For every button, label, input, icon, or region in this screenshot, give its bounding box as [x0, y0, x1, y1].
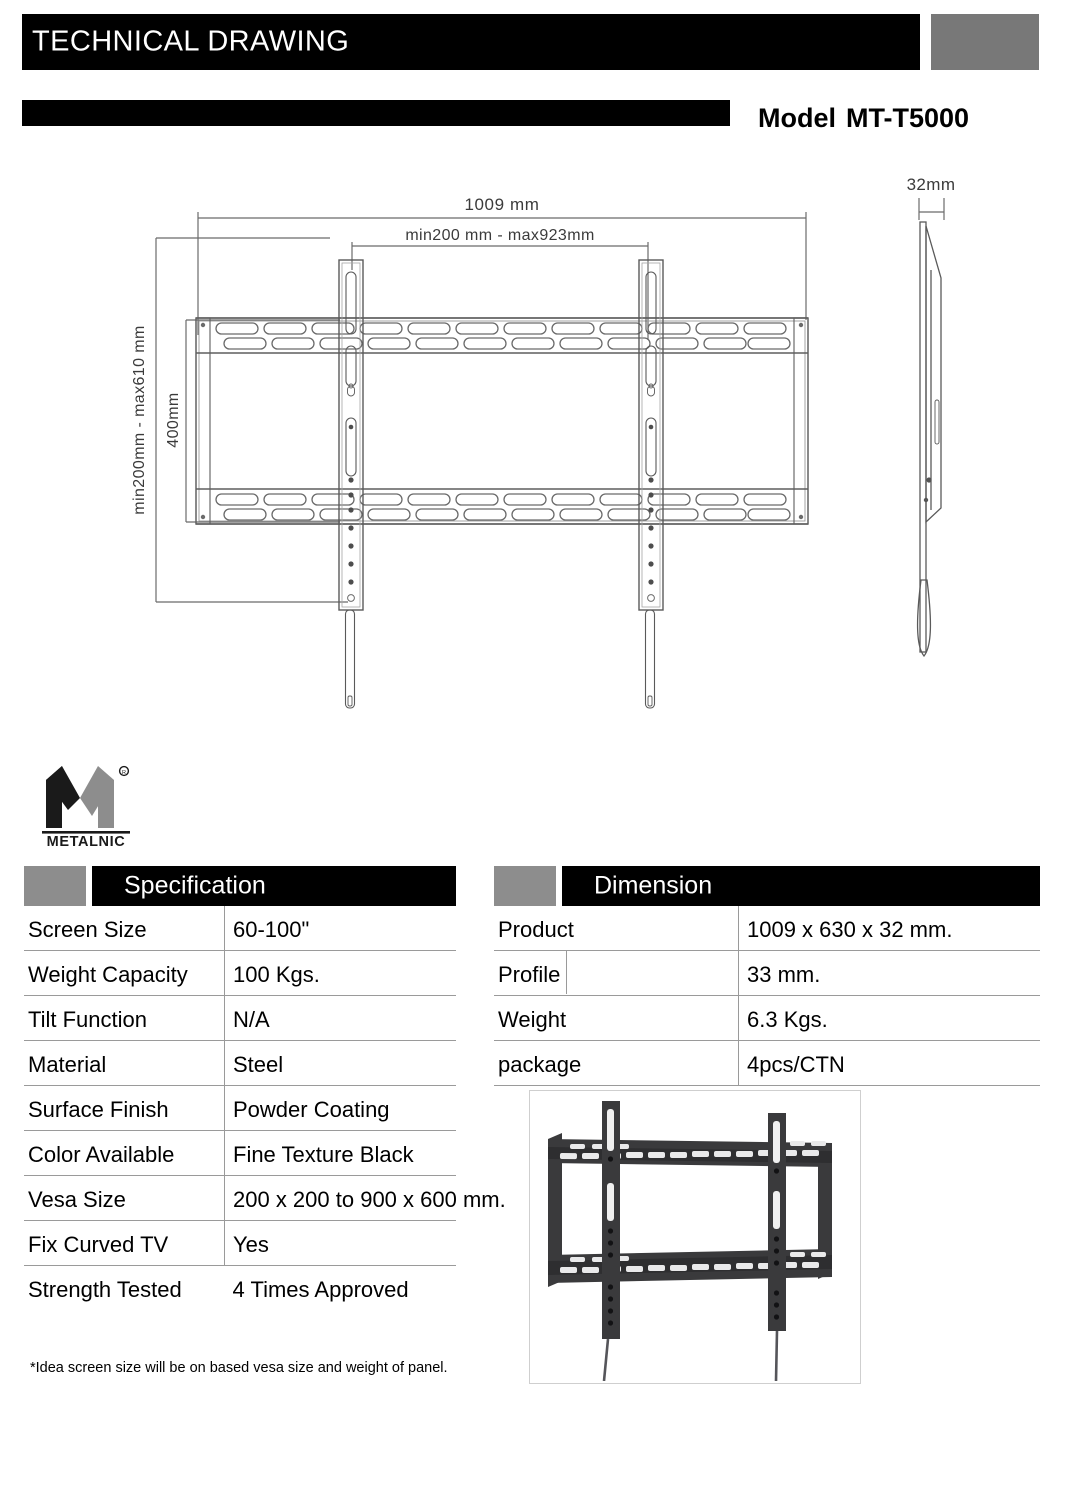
header-accent-block — [931, 14, 1039, 70]
specification-header-swatch — [24, 866, 86, 906]
svg-text:400mm: 400mm — [165, 392, 182, 448]
row-value-text: 60-100" — [233, 917, 310, 942]
row-key: Weight — [494, 996, 739, 1041]
row-key: Material — [24, 1041, 225, 1086]
footnote-text: *Idea screen size will be on based vesa size and weight of panel. — [30, 1360, 448, 1376]
specification-table — [24, 906, 506, 1310]
table-row — [494, 996, 1040, 1041]
row-value — [225, 1131, 457, 1176]
dimension-table-body — [494, 906, 1040, 1086]
row-value — [225, 996, 457, 1041]
subtitle-rule-bar — [22, 100, 730, 126]
table-row — [494, 951, 1040, 996]
row-value-text: 6.3 Kgs. — [747, 1007, 828, 1032]
table-row — [494, 1041, 1040, 1086]
table-row — [24, 1086, 456, 1131]
row-value-text: Yes — [233, 1232, 269, 1257]
page-title: TECHNICAL DRAWING — [32, 25, 350, 58]
dimension-table — [494, 906, 1040, 1086]
dimension-table-header — [494, 866, 1040, 906]
row-value — [225, 1221, 457, 1266]
row-key: Surface Finish — [24, 1086, 225, 1131]
svg-text:R: R — [122, 770, 126, 776]
row-value — [225, 951, 457, 996]
model-label — [758, 103, 969, 134]
svg-text:min200 mm - max923mm: min200 mm - max923mm — [405, 227, 595, 244]
product-photo — [529, 1090, 861, 1384]
dimension-heading: Dimension — [594, 871, 713, 900]
row-value — [225, 906, 457, 951]
table-row — [24, 1041, 456, 1086]
row-value-text: 4pcs/CTN — [747, 1052, 845, 1077]
row-key: Tilt Function — [24, 996, 225, 1041]
row-value-text: Fine Texture Black — [233, 1142, 414, 1167]
specification-table-header — [24, 866, 456, 906]
row-value — [225, 1176, 506, 1221]
table-row — [24, 1131, 456, 1176]
svg-text:32mm: 32mm — [906, 175, 956, 194]
row-key: Fix Curved TV — [24, 1221, 225, 1266]
table-row — [24, 1176, 456, 1221]
svg-text:1009 mm: 1009 mm — [464, 195, 540, 214]
profile-row-divider — [566, 950, 567, 994]
dimension-header-swatch — [494, 866, 556, 906]
row-value-text: 1009 x 630 x 32 mm. — [747, 917, 953, 942]
specification-table-body — [24, 906, 506, 1310]
table-row — [24, 1221, 456, 1266]
title-banner — [22, 14, 920, 70]
technical-drawing-figure — [0, 150, 1080, 750]
row-value-text: 4 Times Approved — [232, 1277, 409, 1302]
row-value-text: Powder Coating — [233, 1097, 390, 1122]
specification-heading: Specification — [124, 871, 266, 900]
row-value-text: Steel — [233, 1052, 284, 1077]
row-key: Weight Capacity — [24, 951, 225, 996]
row-value — [739, 996, 1041, 1041]
row-key: Strength Tested — [28, 1277, 182, 1302]
model-number: MT-T5000 — [846, 103, 970, 133]
row-value-text: 200 x 200 to 900 x 600 mm. — [233, 1187, 506, 1212]
model-prefix: Model — [758, 103, 836, 133]
row-key: Vesa Size — [24, 1176, 225, 1221]
row-value-text: 33 mm. — [747, 962, 821, 987]
row-value-text: N/A — [233, 1007, 270, 1032]
row-key: Product — [494, 906, 739, 951]
table-row — [24, 1266, 456, 1311]
table-row — [494, 906, 1040, 951]
row-key: Profile — [494, 951, 739, 996]
dimension-table-block — [494, 866, 1040, 1086]
svg-text:min200mm - max610 mm: min200mm - max610 mm — [131, 325, 148, 515]
row-value — [225, 1266, 457, 1311]
metalnic-logo — [36, 758, 166, 848]
row-value — [739, 951, 1041, 996]
row-value-text: 100 Kgs. — [233, 962, 320, 987]
row-value — [739, 1041, 1041, 1086]
row-value — [225, 1086, 457, 1131]
row-key: package — [494, 1041, 739, 1086]
specification-table-block — [24, 866, 506, 1310]
row-key: Screen Size — [24, 906, 225, 951]
table-row — [24, 996, 456, 1041]
row-value — [225, 1041, 457, 1086]
table-row — [24, 951, 456, 996]
row-value — [739, 906, 1041, 951]
row-key: Color Available — [24, 1131, 225, 1176]
svg-text:METALNIC: METALNIC — [46, 834, 126, 848]
table-row — [24, 906, 456, 951]
